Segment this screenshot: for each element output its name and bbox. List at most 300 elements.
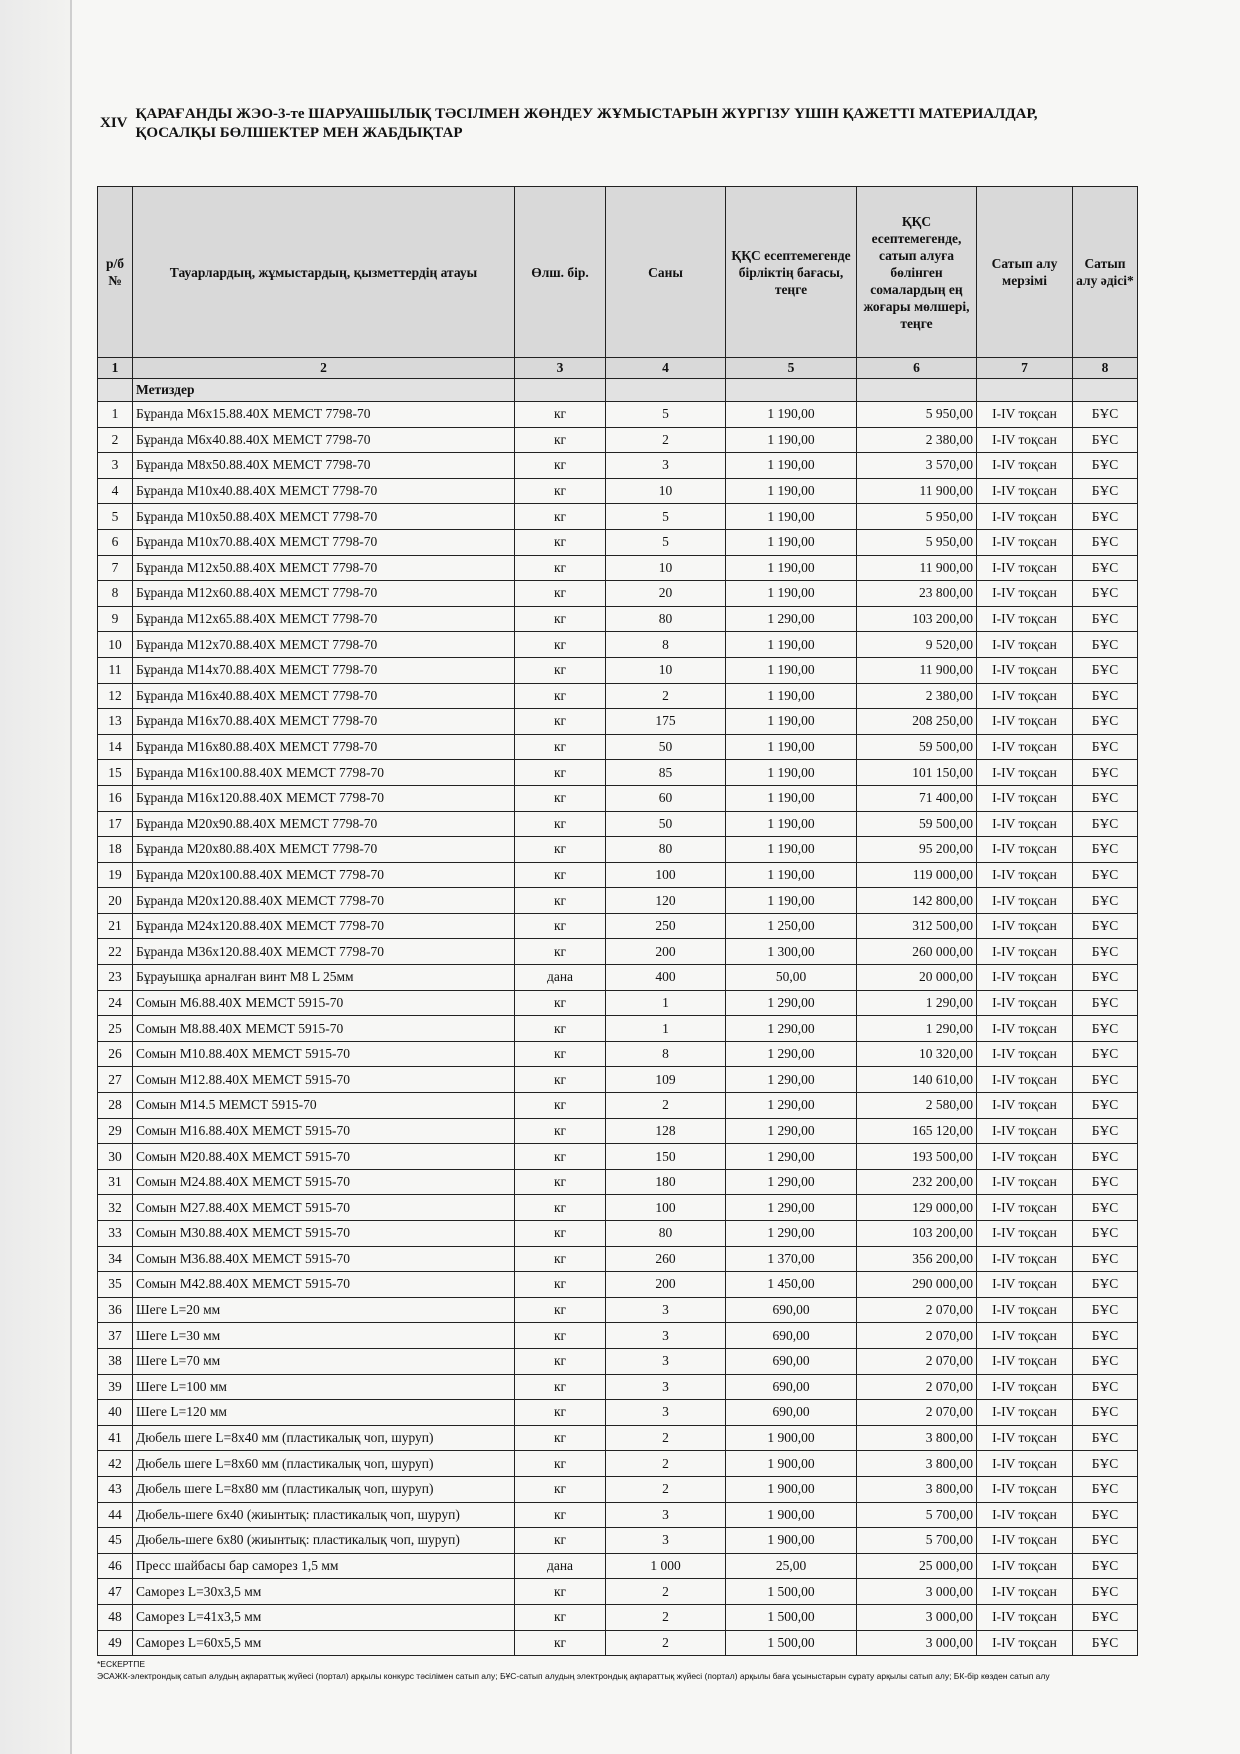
quantity: 3 [606, 453, 726, 479]
quantity: 150 [606, 1144, 726, 1170]
item-name: Бұранда М20х100.88.40Х МЕМСТ 7798-70 [133, 862, 515, 888]
section-row [98, 379, 1138, 402]
unit: дана [515, 965, 606, 991]
purchase-period: I-IV тоқсан [977, 1400, 1073, 1426]
row-number: 24 [98, 990, 133, 1016]
unit: кг [515, 1425, 606, 1451]
row-number: 15 [98, 760, 133, 786]
purchase-period: I-IV тоқсан [977, 1348, 1073, 1374]
quantity: 80 [606, 1221, 726, 1247]
item-name: Шеге L=100 мм [133, 1374, 515, 1400]
purchase-method: БҰС [1073, 734, 1138, 760]
purchase-method: БҰС [1073, 1144, 1138, 1170]
unit-price: 1 190,00 [726, 760, 857, 786]
quantity: 1 [606, 1016, 726, 1042]
total-amount: 165 120,00 [857, 1118, 977, 1144]
column-number: 6 [857, 358, 977, 379]
total-amount: 59 500,00 [857, 734, 977, 760]
purchase-method: БҰС [1073, 1169, 1138, 1195]
header-cell: Сатып алу мерзімі [977, 187, 1073, 358]
item-name: Бұранда М12х50.88.40Х МЕМСТ 7798-70 [133, 555, 515, 581]
table-row [98, 837, 1138, 863]
table-row [98, 402, 1138, 428]
unit-price: 1 190,00 [726, 632, 857, 658]
unit-price: 1 900,00 [726, 1502, 857, 1528]
unit-price: 1 900,00 [726, 1476, 857, 1502]
unit: кг [515, 606, 606, 632]
total-amount: 208 250,00 [857, 709, 977, 735]
item-name: Бұранда М16х40.88.40Х МЕМСТ 7798-70 [133, 683, 515, 709]
scan-margin [0, 0, 70, 1754]
unit-price: 1 190,00 [726, 529, 857, 555]
title-text [136, 105, 1038, 143]
unit-price: 25,00 [726, 1553, 857, 1579]
purchase-method: БҰС [1073, 402, 1138, 428]
unit-price: 690,00 [726, 1297, 857, 1323]
row-number: 46 [98, 1553, 133, 1579]
unit: кг [515, 862, 606, 888]
quantity: 10 [606, 478, 726, 504]
row-number: 40 [98, 1400, 133, 1426]
footnote [97, 1658, 1157, 1682]
purchase-method: БҰС [1073, 1272, 1138, 1298]
purchase-method: БҰС [1073, 1579, 1138, 1605]
unit-price: 1 290,00 [726, 606, 857, 632]
quantity: 2 [606, 1579, 726, 1605]
table-row [98, 1476, 1138, 1502]
quantity: 3 [606, 1348, 726, 1374]
table-row [98, 1374, 1138, 1400]
quantity: 180 [606, 1169, 726, 1195]
materials-table [97, 186, 1138, 1656]
item-name: Бұранда М20х80.88.40Х МЕМСТ 7798-70 [133, 837, 515, 863]
purchase-period: I-IV тоқсан [977, 1221, 1073, 1247]
row-number: 23 [98, 965, 133, 991]
row-number: 29 [98, 1118, 133, 1144]
table-row [98, 1451, 1138, 1477]
purchase-method: БҰС [1073, 657, 1138, 683]
purchase-period: I-IV тоқсан [977, 1425, 1073, 1451]
total-amount: 356 200,00 [857, 1246, 977, 1272]
header-cell: р/б № [98, 187, 133, 358]
row-number: 37 [98, 1323, 133, 1349]
purchase-period: I-IV тоқсан [977, 632, 1073, 658]
row-number: 28 [98, 1093, 133, 1119]
table-row [98, 504, 1138, 530]
purchase-period: I-IV тоқсан [977, 1067, 1073, 1093]
total-amount: 95 200,00 [857, 837, 977, 863]
row-number: 14 [98, 734, 133, 760]
total-amount: 2 070,00 [857, 1323, 977, 1349]
table-row [98, 1195, 1138, 1221]
column-number-row [98, 358, 1138, 379]
item-name: Сомын М36.88.40Х МЕМСТ 5915-70 [133, 1246, 515, 1272]
unit-price: 1 190,00 [726, 734, 857, 760]
item-name: Сомын М6.88.40Х МЕМСТ 5915-70 [133, 990, 515, 1016]
total-amount: 103 200,00 [857, 606, 977, 632]
column-number: 5 [726, 358, 857, 379]
header-cell: Тауарлардың, жұмыстардың, қызметтердің атауы [133, 187, 515, 358]
unit-price: 1 450,00 [726, 1272, 857, 1298]
total-amount: 11 900,00 [857, 555, 977, 581]
unit-price: 1 900,00 [726, 1425, 857, 1451]
table-row [98, 811, 1138, 837]
table-row [98, 529, 1138, 555]
purchase-method: БҰС [1073, 529, 1138, 555]
row-number: 19 [98, 862, 133, 888]
quantity: 2 [606, 1451, 726, 1477]
unit: кг [515, 811, 606, 837]
column-number: 1 [98, 358, 133, 379]
unit: кг [515, 760, 606, 786]
purchase-period: I-IV тоқсан [977, 1297, 1073, 1323]
unit: кг [515, 939, 606, 965]
unit-price: 1 190,00 [726, 683, 857, 709]
quantity: 5 [606, 529, 726, 555]
quantity: 5 [606, 402, 726, 428]
table-row [98, 939, 1138, 965]
purchase-period: I-IV тоқсан [977, 1604, 1073, 1630]
total-amount: 3 000,00 [857, 1630, 977, 1656]
total-amount: 2 580,00 [857, 1093, 977, 1119]
purchase-period: I-IV тоқсан [977, 504, 1073, 530]
purchase-period: I-IV тоқсан [977, 990, 1073, 1016]
purchase-method: БҰС [1073, 1118, 1138, 1144]
unit-price: 1 190,00 [726, 709, 857, 735]
item-name: Бұранда М16х80.88.40Х МЕМСТ 7798-70 [133, 734, 515, 760]
purchase-method: БҰС [1073, 1093, 1138, 1119]
total-amount: 71 400,00 [857, 785, 977, 811]
purchase-period: I-IV тоқсан [977, 862, 1073, 888]
column-number: 3 [515, 358, 606, 379]
unit-price: 1 290,00 [726, 1221, 857, 1247]
total-amount: 3 570,00 [857, 453, 977, 479]
total-amount: 312 500,00 [857, 913, 977, 939]
row-number: 31 [98, 1169, 133, 1195]
row-number: 38 [98, 1348, 133, 1374]
purchase-period: I-IV тоқсан [977, 1093, 1073, 1119]
quantity: 80 [606, 837, 726, 863]
row-number: 39 [98, 1374, 133, 1400]
quantity: 3 [606, 1323, 726, 1349]
item-name: Дюбель шеге L=8х40 мм (пластикалық чоп, шуруп) [133, 1425, 515, 1451]
table-row [98, 1630, 1138, 1656]
quantity: 260 [606, 1246, 726, 1272]
row-number: 49 [98, 1630, 133, 1656]
unit: кг [515, 1323, 606, 1349]
title-line-1: ҚАРАҒАНДЫ ЖЭО-3-те ШАРУАШЫЛЫҚ ТӘСІЛМЕН ЖӨНДЕУ ЖҰМЫСТАРЫН ЖҮРГІЗУ ҮШІН ҚАЖЕТТІ МАТЕРИАЛДАР, [135, 106, 1038, 122]
row-number: 34 [98, 1246, 133, 1272]
item-name: Сомын М14.5 МЕМСТ 5915-70 [133, 1093, 515, 1119]
total-amount: 5 950,00 [857, 504, 977, 530]
purchase-method: БҰС [1073, 606, 1138, 632]
total-amount: 2 070,00 [857, 1297, 977, 1323]
item-name: Бұранда М16х100.88.40Х МЕМСТ 7798-70 [133, 760, 515, 786]
unit: кг [515, 1221, 606, 1247]
purchase-period: I-IV тоқсан [977, 529, 1073, 555]
row-number: 36 [98, 1297, 133, 1323]
item-name: Сомын М8.88.40Х МЕМСТ 5915-70 [133, 1016, 515, 1042]
quantity: 8 [606, 1041, 726, 1067]
item-name: Бұранда М20х90.88.40Х МЕМСТ 7798-70 [133, 811, 515, 837]
purchase-period: I-IV тоқсан [977, 1323, 1073, 1349]
column-number: 4 [606, 358, 726, 379]
table-row [98, 632, 1138, 658]
purchase-period: I-IV тоқсан [977, 427, 1073, 453]
unit: кг [515, 1169, 606, 1195]
quantity: 2 [606, 1093, 726, 1119]
purchase-period: I-IV тоқсан [977, 657, 1073, 683]
section-number: XIV [100, 115, 128, 131]
table-row [98, 1579, 1138, 1605]
purchase-method: БҰС [1073, 478, 1138, 504]
table-row [98, 581, 1138, 607]
row-number: 44 [98, 1502, 133, 1528]
purchase-period: I-IV тоқсан [977, 1118, 1073, 1144]
quantity: 2 [606, 427, 726, 453]
unit: кг [515, 555, 606, 581]
row-number: 35 [98, 1272, 133, 1298]
unit: кг [515, 427, 606, 453]
item-name: Бұранда М20х120.88.40Х МЕМСТ 7798-70 [133, 888, 515, 914]
purchase-method: БҰС [1073, 1297, 1138, 1323]
table-row [98, 1272, 1138, 1298]
total-amount: 2 070,00 [857, 1374, 977, 1400]
purchase-period: I-IV тоқсан [977, 1195, 1073, 1221]
item-name: Бұранда М12х60.88.40Х МЕМСТ 7798-70 [133, 581, 515, 607]
total-amount: 2 380,00 [857, 427, 977, 453]
purchase-period: I-IV тоқсан [977, 1528, 1073, 1554]
row-number: 32 [98, 1195, 133, 1221]
row-number: 42 [98, 1451, 133, 1477]
unit-price: 1 290,00 [726, 1016, 857, 1042]
purchase-method: БҰС [1073, 785, 1138, 811]
purchase-period: I-IV тоқсан [977, 1374, 1073, 1400]
purchase-method: БҰС [1073, 504, 1138, 530]
purchase-period: I-IV тоқсан [977, 1579, 1073, 1605]
quantity: 2 [606, 683, 726, 709]
unit-price: 1 500,00 [726, 1604, 857, 1630]
unit-price: 1 370,00 [726, 1246, 857, 1272]
total-amount: 2 070,00 [857, 1348, 977, 1374]
row-number: 9 [98, 606, 133, 632]
purchase-period: I-IV тоқсан [977, 683, 1073, 709]
unit: кг [515, 1272, 606, 1298]
row-number: 18 [98, 837, 133, 863]
quantity: 200 [606, 939, 726, 965]
header-cell: Өлш. бір. [515, 187, 606, 358]
table-row [98, 683, 1138, 709]
quantity: 80 [606, 606, 726, 632]
total-amount: 5 950,00 [857, 402, 977, 428]
row-number: 8 [98, 581, 133, 607]
quantity: 3 [606, 1528, 726, 1554]
total-amount: 103 200,00 [857, 1221, 977, 1247]
quantity: 120 [606, 888, 726, 914]
unit-price: 1 190,00 [726, 837, 857, 863]
unit: кг [515, 888, 606, 914]
item-name: Пресс шайбасы бар саморез 1,5 мм [133, 1553, 515, 1579]
purchase-method: БҰС [1073, 1067, 1138, 1093]
unit-price: 1 290,00 [726, 1144, 857, 1170]
purchase-method: БҰС [1073, 965, 1138, 991]
purchase-period: I-IV тоқсан [977, 913, 1073, 939]
item-name: Сомын М24.88.40Х МЕМСТ 5915-70 [133, 1169, 515, 1195]
table-row [98, 1604, 1138, 1630]
unit-price: 1 190,00 [726, 657, 857, 683]
unit-price: 1 290,00 [726, 990, 857, 1016]
unit: кг [515, 1297, 606, 1323]
unit-price: 1 190,00 [726, 862, 857, 888]
table-row [98, 1067, 1138, 1093]
total-amount: 119 000,00 [857, 862, 977, 888]
total-amount: 193 500,00 [857, 1144, 977, 1170]
quantity: 100 [606, 862, 726, 888]
purchase-period: I-IV тоқсан [977, 402, 1073, 428]
purchase-period: I-IV тоқсан [977, 734, 1073, 760]
row-number: 10 [98, 632, 133, 658]
section-label: Метиздер [133, 379, 515, 402]
row-number: 2 [98, 427, 133, 453]
total-amount: 5 700,00 [857, 1528, 977, 1554]
item-name: Бұранда М36х120.88.40Х МЕМСТ 7798-70 [133, 939, 515, 965]
row-number: 12 [98, 683, 133, 709]
unit-price: 1 190,00 [726, 478, 857, 504]
document-title [100, 105, 1100, 143]
unit: кг [515, 1144, 606, 1170]
unit: кг [515, 402, 606, 428]
item-name: Сомын М10.88.40Х МЕМСТ 5915-70 [133, 1041, 515, 1067]
purchase-method: БҰС [1073, 1528, 1138, 1554]
purchase-method: БҰС [1073, 1502, 1138, 1528]
purchase-method: БҰС [1073, 837, 1138, 863]
purchase-method: БҰС [1073, 1246, 1138, 1272]
purchase-period: I-IV тоқсан [977, 1169, 1073, 1195]
quantity: 20 [606, 581, 726, 607]
purchase-period: I-IV тоқсан [977, 760, 1073, 786]
purchase-method: БҰС [1073, 581, 1138, 607]
title-line-2: ҚОСАЛҚЫ БӨЛШЕКТЕР МЕН ЖАБДЫҚТАР [135, 125, 463, 141]
item-name: Бұранда М10х40.88.40Х МЕМСТ 7798-70 [133, 478, 515, 504]
unit: кг [515, 837, 606, 863]
footnote-text: ЭСАЖК-электрондық сатып алудың ақпараттық жүйесі (портал) арқылы конкурс тәсілімен сатып алу; БҰС-сатып алудың электрондық ақпараттық жүйесі (портал) арқылы баға ұсыныстарын сұрату арқылы сатып алу; БК-бір көзден сатып алу [97, 1671, 1050, 1681]
header-row [98, 187, 1138, 358]
item-name: Бұранда М24х120.88.40Х МЕМСТ 7798-70 [133, 913, 515, 939]
unit-price: 1 190,00 [726, 453, 857, 479]
purchase-method: БҰС [1073, 453, 1138, 479]
table-row [98, 453, 1138, 479]
unit: кг [515, 683, 606, 709]
purchase-method: БҰС [1073, 1041, 1138, 1067]
unit: кг [515, 1476, 606, 1502]
purchase-method: БҰС [1073, 760, 1138, 786]
table-row [98, 478, 1138, 504]
item-name: Бұранда М16х120.88.40Х МЕМСТ 7798-70 [133, 785, 515, 811]
table-row [98, 990, 1138, 1016]
total-amount: 1 290,00 [857, 1016, 977, 1042]
table-row [98, 555, 1138, 581]
purchase-method: БҰС [1073, 1323, 1138, 1349]
quantity: 50 [606, 734, 726, 760]
item-name: Бұранда М12х65.88.40Х МЕМСТ 7798-70 [133, 606, 515, 632]
table-row [98, 760, 1138, 786]
total-amount: 3 800,00 [857, 1451, 977, 1477]
unit-price: 1 500,00 [726, 1630, 857, 1656]
purchase-method: БҰС [1073, 1425, 1138, 1451]
unit-price: 1 900,00 [726, 1528, 857, 1554]
unit-price: 1 290,00 [726, 1041, 857, 1067]
quantity: 1 000 [606, 1553, 726, 1579]
table-row [98, 1016, 1138, 1042]
total-amount: 3 800,00 [857, 1476, 977, 1502]
unit-price: 1 190,00 [726, 555, 857, 581]
item-name: Саморез L=60х5,5 мм [133, 1630, 515, 1656]
row-number: 20 [98, 888, 133, 914]
table-row [98, 888, 1138, 914]
table-row [98, 709, 1138, 735]
purchase-method: БҰС [1073, 427, 1138, 453]
purchase-method: БҰС [1073, 1451, 1138, 1477]
unit: кг [515, 913, 606, 939]
item-name: Бұранда М16х70.88.40Х МЕМСТ 7798-70 [133, 709, 515, 735]
unit: кг [515, 1118, 606, 1144]
purchase-period: I-IV тоқсан [977, 965, 1073, 991]
unit-price: 1 290,00 [726, 1067, 857, 1093]
row-number: 4 [98, 478, 133, 504]
row-number: 5 [98, 504, 133, 530]
quantity: 2 [606, 1604, 726, 1630]
purchase-method: БҰС [1073, 632, 1138, 658]
unit: кг [515, 504, 606, 530]
item-name: Бұранда М10х50.88.40Х МЕМСТ 7798-70 [133, 504, 515, 530]
unit: кг [515, 990, 606, 1016]
unit-price: 1 190,00 [726, 427, 857, 453]
total-amount: 5 700,00 [857, 1502, 977, 1528]
unit-price: 50,00 [726, 965, 857, 991]
quantity: 2 [606, 1476, 726, 1502]
row-number: 6 [98, 529, 133, 555]
row-number: 7 [98, 555, 133, 581]
row-number: 3 [98, 453, 133, 479]
table-row [98, 427, 1138, 453]
unit: кг [515, 657, 606, 683]
table-row [98, 1425, 1138, 1451]
row-number: 45 [98, 1528, 133, 1554]
unit-price: 1 290,00 [726, 1195, 857, 1221]
unit: кг [515, 1528, 606, 1554]
row-number: 17 [98, 811, 133, 837]
table-row [98, 657, 1138, 683]
header-cell: Саны [606, 187, 726, 358]
table-row [98, 785, 1138, 811]
quantity: 2 [606, 1425, 726, 1451]
item-name: Бұранда М6х40.88.40Х МЕМСТ 7798-70 [133, 427, 515, 453]
quantity: 3 [606, 1400, 726, 1426]
item-name: Сомын М20.88.40Х МЕМСТ 5915-70 [133, 1144, 515, 1170]
unit-price: 690,00 [726, 1374, 857, 1400]
unit: кг [515, 1630, 606, 1656]
row-number: 47 [98, 1579, 133, 1605]
row-number: 33 [98, 1221, 133, 1247]
purchase-method: БҰС [1073, 1630, 1138, 1656]
quantity: 250 [606, 913, 726, 939]
table-row [98, 1400, 1138, 1426]
table-row [98, 1246, 1138, 1272]
unit: кг [515, 1604, 606, 1630]
total-amount: 3 800,00 [857, 1425, 977, 1451]
purchase-period: I-IV тоқсан [977, 1502, 1073, 1528]
purchase-period: I-IV тоқсан [977, 1553, 1073, 1579]
